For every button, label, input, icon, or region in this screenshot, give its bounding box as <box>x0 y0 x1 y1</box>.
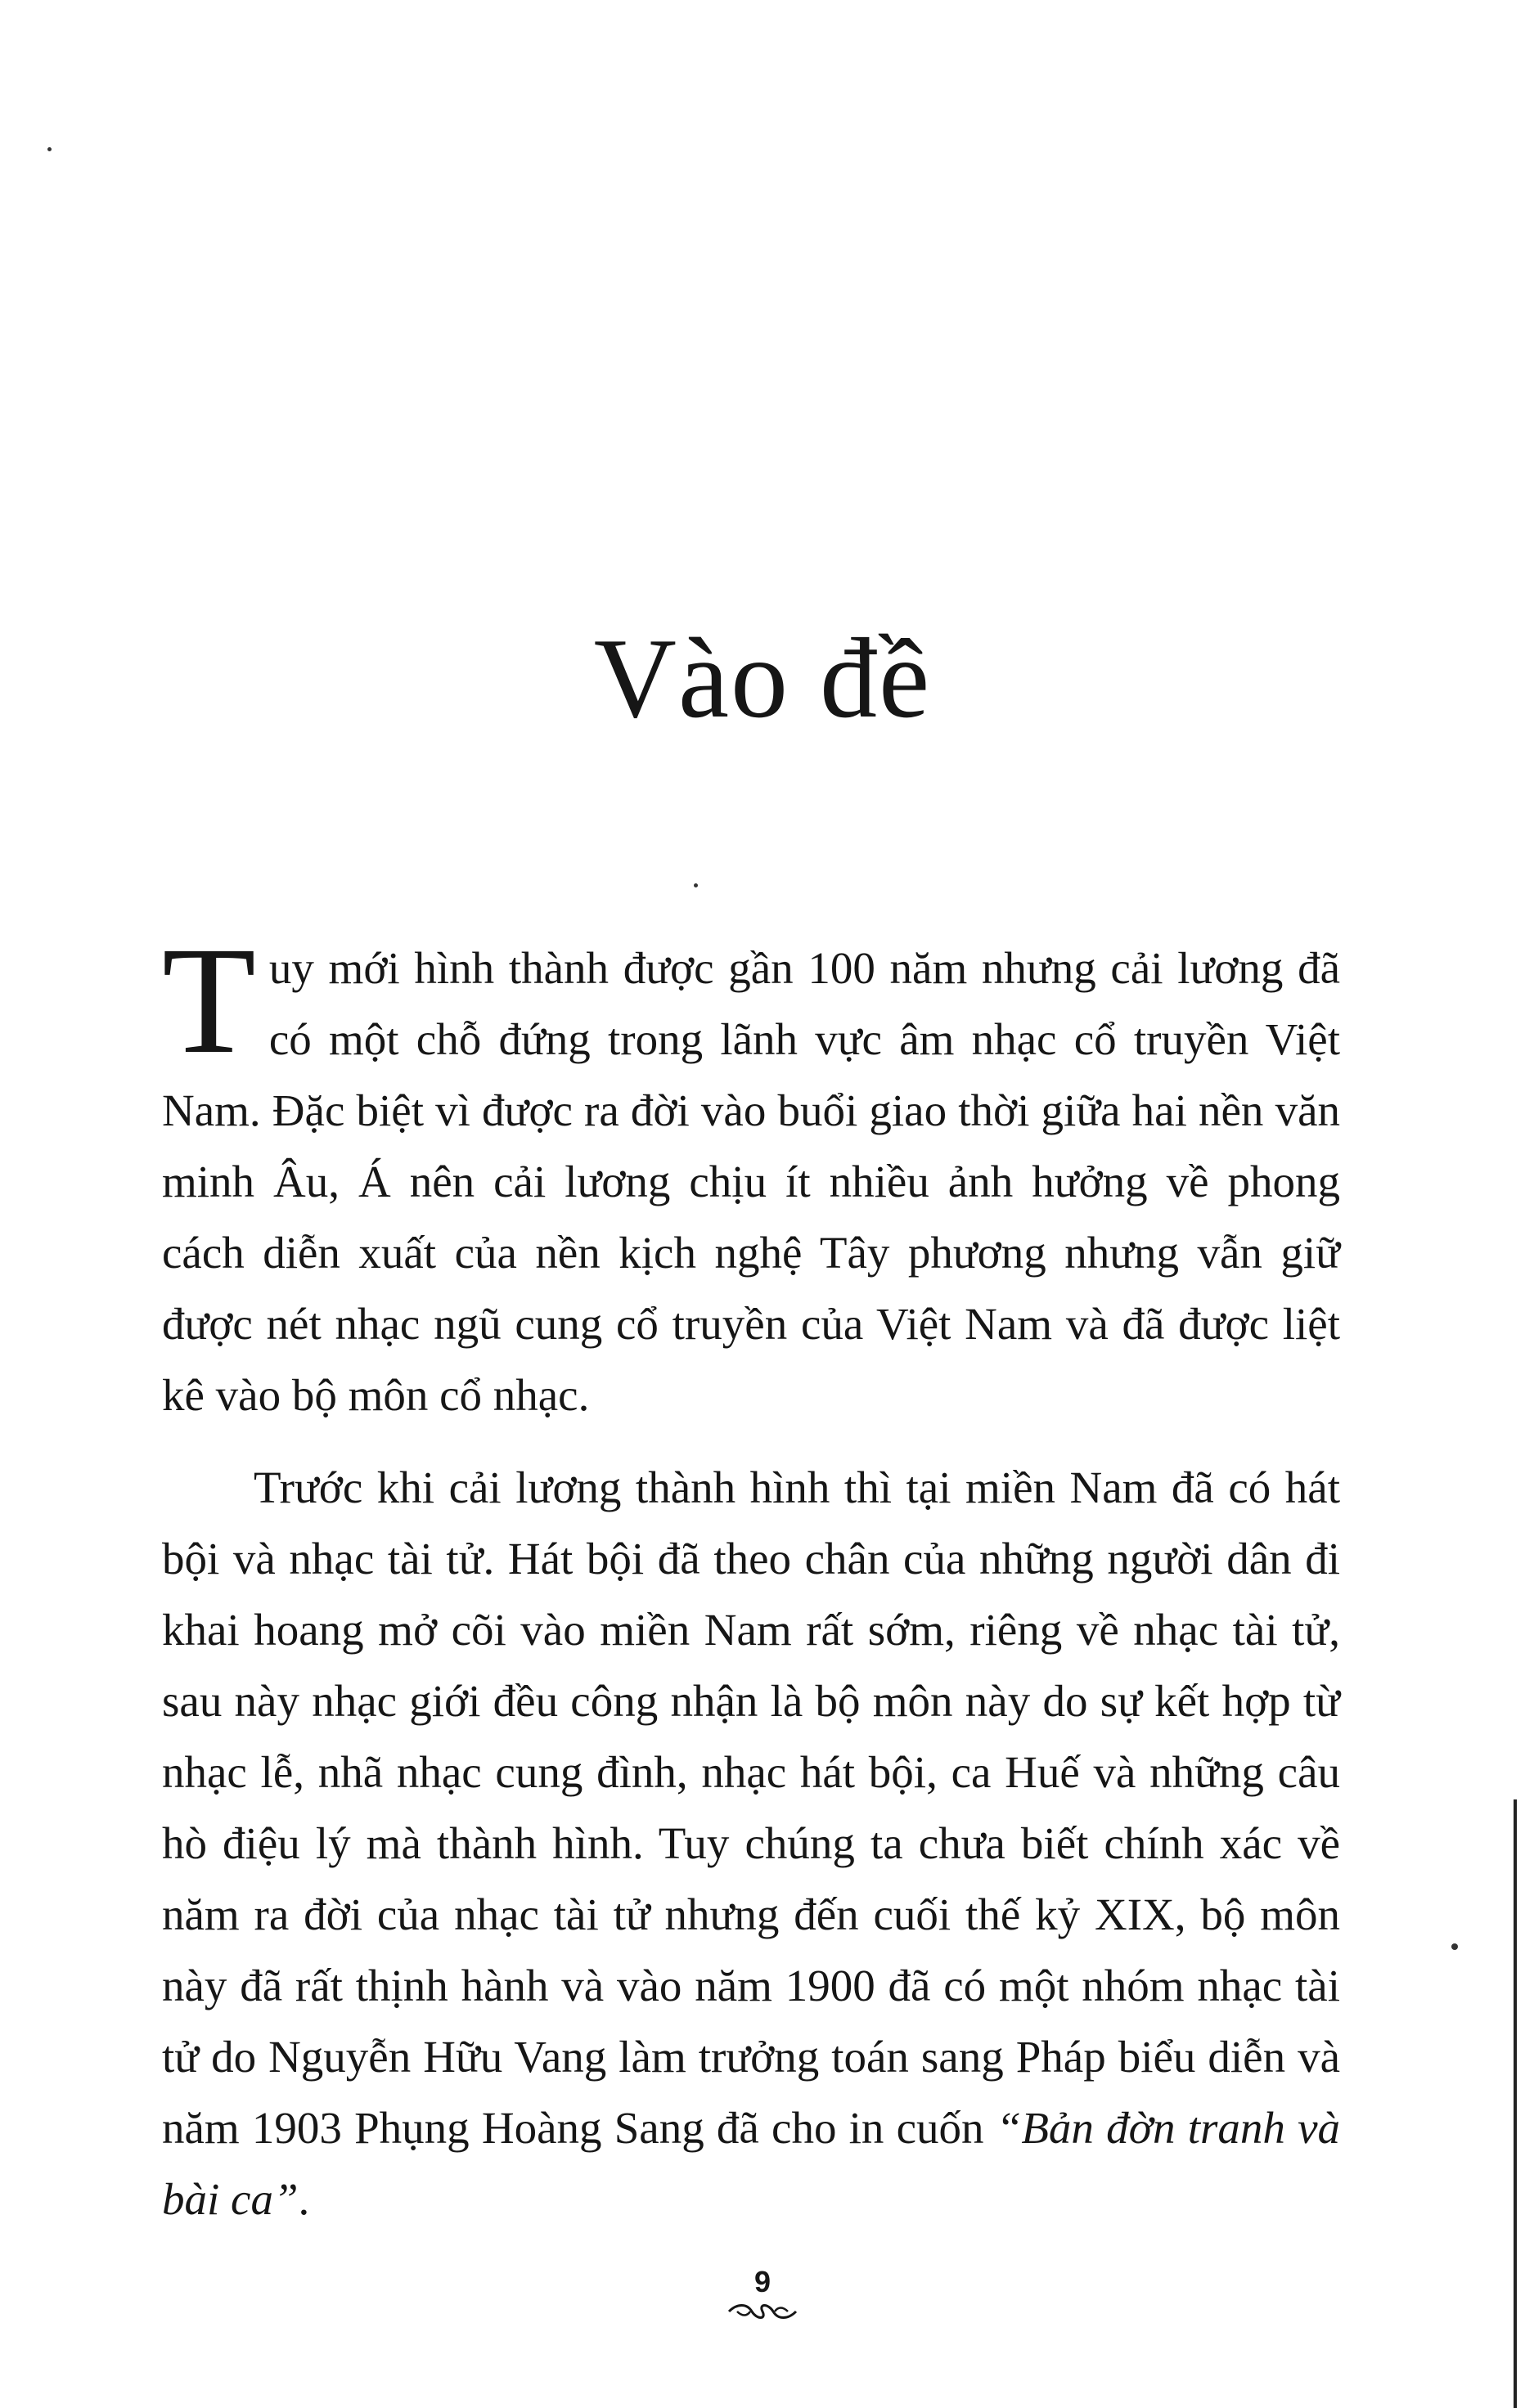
scan-speck <box>1451 1943 1458 1950</box>
scan-speck <box>47 147 52 151</box>
drop-cap: T <box>162 914 256 1085</box>
paragraph-1-text: uy mới hình thành được gần 100 năm nhưng cải lương đã có một chỗ đứng trong lãnh vực âm nhạc cổ truyền Việt Nam. Đặc biệt vì được ra đời vào buổi giao thời giữa hai nền văn minh Âu, Á nên cải lương chịu ít nhiều ảnh hưởng về phong cách diễn xuất của nền kịch nghệ Tây phương nhưng vẫn giữ được nét nhạc ngũ cung cổ truyền của Việt Nam và đã được liệt kê vào bộ môn cổ nhạc. <box>162 943 1340 1420</box>
body-text <box>162 914 1340 2235</box>
paragraph-2-text: Trước khi cải lương thành hình thì tại miền Nam đã có hát bội và nhạc tài tử. Hát bội đã theo chân của những người dân đi khai hoang mở cõi vào miền Nam rất sớm, riêng về nhạc tài tử, sau này nhạc giới đều công nhận là bộ môn này do sự kết hợp từ nhạc lễ, nhã nhạc cung đình, nhạc hát bội, ca Huế và những câu hò điệu lý mà thành hình. Tuy chúng ta chưa biết chính xác về năm ra đời của nhạc tài tử nhưng đến cuối thế kỷ XIX, bộ môn này đã rất thịnh hành và vào năm 1900 đã có một nhóm nhạc tài tử do Nguyễn Hữu Vang làm trưởng toán sang Pháp biểu diễn và năm 1903 Phụng Hoàng Sang đã cho in cuốn <box>162 1462 1340 2153</box>
scan-speck <box>694 883 698 887</box>
paragraph-2-end: . <box>298 2174 310 2224</box>
chapter-title: Vào đề <box>593 615 932 742</box>
paragraph-1 <box>162 914 1340 1431</box>
paragraph-2 <box>162 1452 1340 2235</box>
page-footer <box>0 2266 1525 2323</box>
book-title-italic: “Bản đờn tranh và bài ca” <box>162 2103 1340 2224</box>
flourish-ornament-icon <box>726 2300 799 2323</box>
page-number: 9 <box>754 2265 771 2298</box>
